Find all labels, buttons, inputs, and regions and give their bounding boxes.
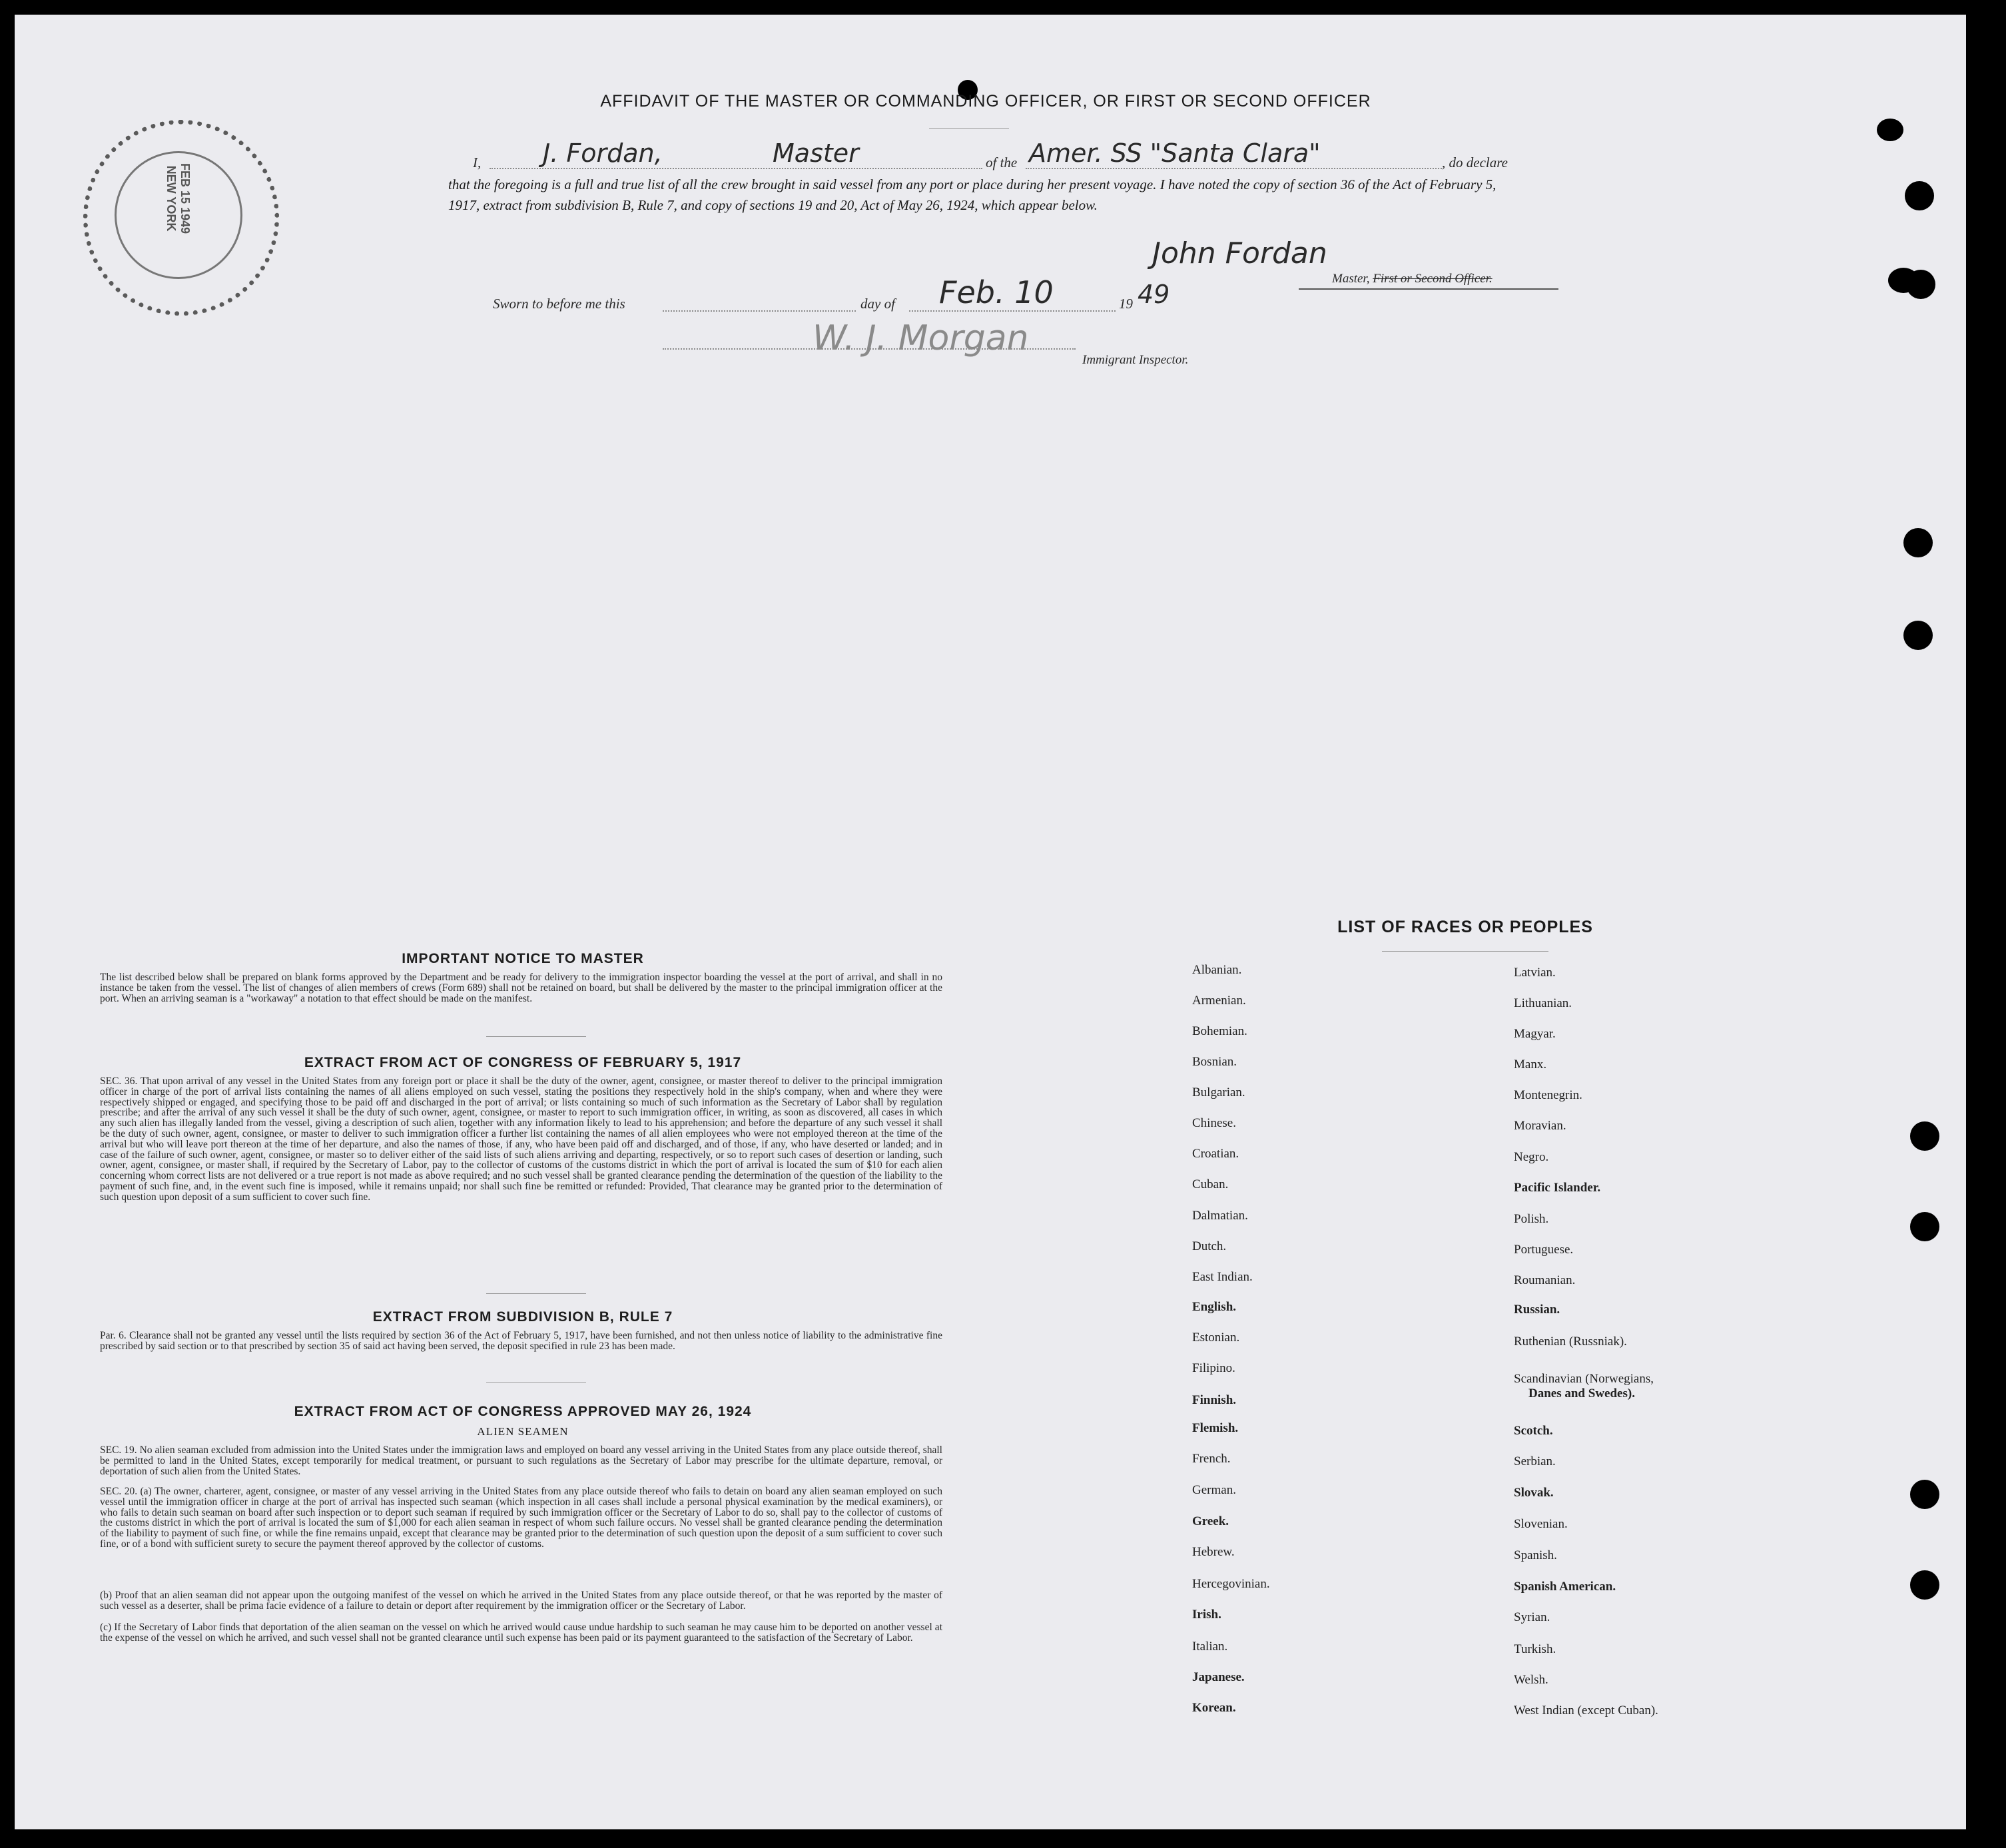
sec20c-body: (c) If the Secretary of Labor finds that deportation of the alien seaman on the vessel on which he arrived would cause undue hardship to such seaman he may cause him to be deported on another vessel at the expense of the vessel on which he arrived, and such vessel shall not be granted clearance until such expense has been paid or its payment guaranteed to the satisfaction of the Secretary of Labor. xyxy=(100,1622,942,1644)
list-item: Estonian. xyxy=(1192,1331,1240,1345)
divider xyxy=(486,1036,586,1037)
punch-hole xyxy=(1905,181,1934,210)
punch-hole xyxy=(1910,1480,1939,1509)
list-item: Turkish. xyxy=(1514,1642,1556,1656)
list-item: Slovak. xyxy=(1514,1486,1554,1500)
list-item: Polish. xyxy=(1514,1212,1549,1226)
list-item: Hebrew. xyxy=(1192,1545,1235,1559)
page-title: AFFIDAVIT OF THE MASTER OR COMMANDING OFFICER, OR FIRST OR SECOND OFFICER xyxy=(600,92,1371,111)
list-item: Moravian. xyxy=(1514,1119,1566,1133)
sworn-label: Sworn to before me this xyxy=(493,296,625,312)
handwritten-vessel: Amer. SS "Santa Clara" xyxy=(1029,139,1321,168)
punch-hole xyxy=(1903,528,1933,557)
master-signature: John Fordan xyxy=(1152,236,1327,270)
list-item: German. xyxy=(1192,1483,1236,1497)
list-item: East Indian. xyxy=(1192,1270,1253,1284)
master-label-struck: First or Second Officer. xyxy=(1373,272,1493,286)
list-item: Dutch. xyxy=(1192,1239,1227,1253)
list-item: Cuban. xyxy=(1192,1177,1229,1191)
sworn-day-line xyxy=(663,310,856,312)
list-item: Chinese. xyxy=(1192,1116,1236,1130)
list-item: Scandinavian (Norwegians, xyxy=(1514,1372,1654,1386)
list-item: Latvian. xyxy=(1514,966,1556,980)
of-the-label: of the xyxy=(986,154,1018,170)
list-item: Russian. xyxy=(1514,1303,1560,1317)
list-item: Lithuanian. xyxy=(1514,996,1572,1010)
affidavit-i-label: I, xyxy=(473,154,482,170)
list-item: Hercegovinian. xyxy=(1192,1577,1270,1591)
punch-hole xyxy=(1906,270,1935,299)
list-item: Filipino. xyxy=(1192,1361,1235,1375)
list-item: Spanish American. xyxy=(1514,1580,1616,1594)
list-item: Serbian. xyxy=(1514,1454,1556,1468)
vessel-line xyxy=(1026,168,1442,169)
list-item: French. xyxy=(1192,1452,1231,1466)
list-item: Bohemian. xyxy=(1192,1024,1247,1038)
notice-title: IMPORTANT NOTICE TO MASTER xyxy=(402,951,644,966)
master-label xyxy=(1332,272,1493,286)
list-item: Dalmatian. xyxy=(1192,1209,1248,1223)
list-item: Bosnian. xyxy=(1192,1055,1237,1069)
inspector-line xyxy=(663,348,1076,350)
list-item: Italian. xyxy=(1192,1640,1228,1654)
punch-hole xyxy=(1903,621,1933,650)
handwritten-date: Feb. 10 xyxy=(939,274,1054,310)
list-item: Slovenian. xyxy=(1514,1517,1568,1531)
list-item: Armenian. xyxy=(1192,994,1246,1008)
stamp-text: FEB 15 1949 NEW YORK xyxy=(165,162,192,234)
list-item: Croatian. xyxy=(1192,1147,1239,1161)
handwritten-rank: Master xyxy=(773,139,859,168)
list-item: Ruthenian (Russniak). xyxy=(1514,1335,1627,1349)
day-of-label: day of xyxy=(860,296,895,312)
inspector-signature: W. J. Morgan xyxy=(813,318,1029,358)
list-item: Greek. xyxy=(1192,1514,1229,1528)
inspection-stamp xyxy=(83,120,279,316)
notice-body: The list described below shall be prepared on blank forms approved by the Department and be ready for delivery to the immigration inspector boarding the vessel at the port of arrival, and shall in no instance be taken from the vessel. The list of changes of alien members of crews (Form 689) shall not be retained on board, but shall be delivered by the master to the principal immigration officer at the port. When an arriving seaman is a "workaway" a notation to that effect should be made on the manifest. xyxy=(100,972,942,1004)
list-item: Negro. xyxy=(1514,1150,1549,1164)
list-item: Korean. xyxy=(1192,1701,1236,1715)
extract-1924-title: EXTRACT FROM ACT OF CONGRESS APPROVED MAY 26, 1924 xyxy=(294,1404,752,1419)
extract-1917-title: EXTRACT FROM ACT OF CONGRESS OF FEBRUARY 5, 1917 xyxy=(304,1055,742,1070)
list-item: Manx. xyxy=(1514,1058,1547,1072)
sec19-body: SEC. 19. No alien seaman excluded from admission into the United States under the immigration laws and employed on board any vessel arriving in the United States from any place outside thereof, shall be permitted to land in the United States, except temporarily for medical treatment, or pursuant to such regulations as the Secretary of Labor may prescribe for the ultimate departure, removal, or deportation of such alien from the United States. xyxy=(100,1444,942,1477)
handwritten-year: 49 xyxy=(1138,280,1170,309)
master-label-kept: Master, xyxy=(1332,272,1373,286)
list-item: West Indian (except Cuban). xyxy=(1514,1703,1658,1717)
punch-hole xyxy=(1910,1212,1939,1241)
list-item: English. xyxy=(1192,1300,1237,1314)
punch-hole xyxy=(1910,1570,1939,1600)
list-item: Magyar. xyxy=(1514,1027,1556,1041)
list-item: Spanish. xyxy=(1514,1548,1557,1562)
list-item: Irish. xyxy=(1192,1608,1221,1622)
alien-seamen-subtitle: ALIEN SEAMEN xyxy=(477,1425,569,1438)
list-item: Syrian. xyxy=(1514,1610,1550,1624)
list-item: Scotch. xyxy=(1514,1424,1553,1438)
do-declare-label: , do declare xyxy=(1442,154,1508,170)
list-item: Albanian. xyxy=(1192,963,1242,977)
races-title: LIST OF RACES OR PEOPLES xyxy=(1337,918,1593,936)
list-item: Finnish. xyxy=(1192,1393,1237,1407)
list-item: Flemish. xyxy=(1192,1421,1239,1435)
inspector-label: Immigrant Inspector. xyxy=(1082,353,1189,367)
affidavit-body: that the foregoing is a full and true list of all the crew brought in said vessel from any port or place during her present voyage. I have noted the copy of section 36 of the Act of February 5, 1917, extract from subdivision B, Rule 7, and copy of sections 19 and 20, Act of May 26, 1924, which appear below. xyxy=(448,176,1497,213)
name-line xyxy=(490,168,982,169)
punch-hole xyxy=(1910,1121,1939,1151)
signature-underline xyxy=(1299,288,1558,290)
handwritten-name: J. Fordan, xyxy=(543,139,663,168)
divider xyxy=(486,1293,586,1294)
list-item: Pacific Islander. xyxy=(1514,1181,1601,1195)
list-item: Japanese. xyxy=(1192,1670,1245,1684)
list-item: Montenegrin. xyxy=(1514,1088,1582,1102)
list-item: Portuguese. xyxy=(1514,1243,1574,1257)
extract-1917-body: SEC. 36. That upon arrival of any vessel in the United States from any foreign port or place it shall be the duty of the owner, agent, consignee, or master thereof to deliver to the principal immigration officer in charge of the port of arrival lists containing the names of all aliens employed on such vessel, stating the positions they respectively hold in the ship's company, when and where they were respectively shipped or engaged, and specifying those to be paid off and discharged in the port of arrival; or lists containing so much of such information as the Secretary of Labor shall by regulation prescribe; and after the arrival of any such vessel it shall be the duty of such owner, agent, consignee, or master to report to such immigration officer, in writing, as soon as discovered, all cases in which any such alien has illegally landed from the vessel, giving a description of such alien, together with any information likely to lead to his apprehension; and before the departure of any such vessel it shall be the duty of such owner, agent, consignee, or master to deliver to such immigration officer a further list containing the names of all alien employees who were not employed thereon at the time of the arrival but who will leave port thereon at the time of her departure, and also the names of those, if any, who have been paid off and discharged, and of those, if any, who have deserted or landed; and in case of the failure of such owner, agent, consignee, or master so to deliver either of the said lists of such aliens arriving and departing, respectively, or so to report such cases of desertion or landing, such owner, agent, consignee, or master shall, if required by the Secretary of Labor, pay to the collector of customs of the customs district in which the port of arrival is located the sum of $10 for each alien concerning whom correct lists are not delivered or a true report is not made as above required; and no such vessel shall be granted clearance pending the determination of the question of the liability to the payment of such fine, and, in the event such fine is imposed, while it remains unpaid; nor shall such fine be remitted or refunded: Provided, That clearance may be granted prior to the determination of such question upon deposit of a sum sufficient to cover such fine. xyxy=(100,1076,942,1203)
rule7-body: Par. 6. Clearance shall not be granted any vessel until the lists required by section 36 of the Act of February 5, 1917, have been furnished, and not then unless notice of liability to the administrative fine prescribed by said section or to that prescribed by section 35 of said act having been served, the deposit specified in rule 23 has been made. xyxy=(100,1330,942,1352)
list-item: Welsh. xyxy=(1514,1673,1548,1687)
rule7-title: EXTRACT FROM SUBDIVISION B, RULE 7 xyxy=(372,1309,673,1325)
list-item: Roumanian. xyxy=(1514,1273,1576,1287)
sec20b-body: (b) Proof that an alien seaman did not appear upon the outgoing manifest of the vessel on which he arrived in the United States from any place outside thereof, or that he was reported by the master of such vessel as a deserter, shall be prima facie evidence of a failure to detain or deport after requirement by the immigration officer or the Secretary of Labor. xyxy=(100,1590,942,1612)
divider xyxy=(929,128,1009,129)
year-prefix: 19 xyxy=(1119,296,1133,312)
punch-hole xyxy=(1877,119,1903,141)
list-item: Bulgarian. xyxy=(1192,1085,1245,1099)
divider xyxy=(1382,951,1548,952)
list-item: Danes and Swedes). xyxy=(1528,1386,1635,1400)
sec20a-body: SEC. 20. (a) The owner, charterer, agent, consignee, or master of any vessel arriving in the United States from any place outside thereof who fails to detain on board any alien seaman employed on such vessel until the immigration officer in charge at the port of arrival has inspected such seaman (which inspection in all cases shall include a personal physical examination by the medical examiners), or who fails to detain such seaman on board after such inspection or to deport such seaman if required by such immigration officer or the Secretary of Labor to do so, shall pay to the collector of customs of the customs district in which the port of arrival is located the sum of $1,000 for each alien seaman in respect of whom such failure occurs. No vessel shall be granted clearance pending the determination of the liability to payment of such fine, or while the fine remains unpaid, except that clearance may be granted prior to the determination of such question upon the deposit of a sum sufficient to cover such fine, or of a bond with sufficient surety to secure the payment thereof approved by the collector of customs. xyxy=(100,1486,942,1550)
date-line xyxy=(909,310,1116,312)
